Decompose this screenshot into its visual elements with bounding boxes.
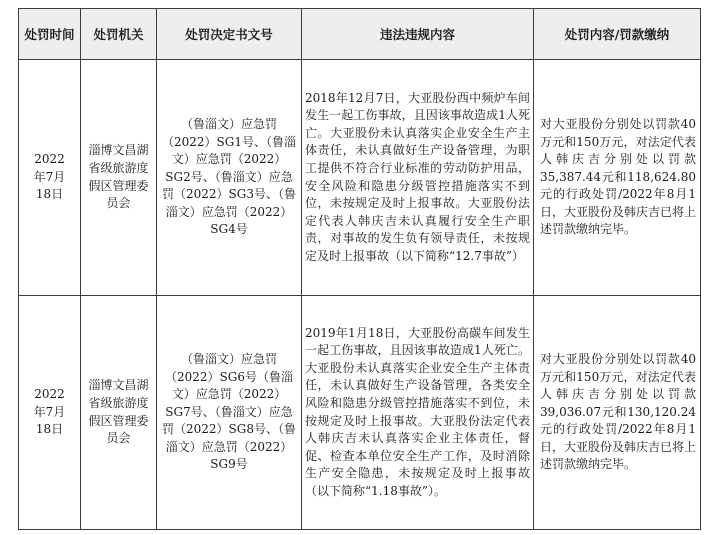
- cell-authority: 淄博文昌湖省级旅游度假区管理委员会: [81, 296, 157, 530]
- header-violation: 违法违规内容: [302, 9, 534, 60]
- cell-authority: 淄博文昌湖省级旅游度假区管理委员会: [81, 60, 157, 296]
- cell-time: 2022年7月18日: [19, 296, 81, 530]
- table-row: [19, 60, 701, 296]
- cell-time: 2022年7月18日: [19, 60, 81, 296]
- penalty-table: [18, 8, 701, 530]
- cell-doc-no: （鲁淄文）应急罚（2022）SG1号、（鲁淄文）应急罚（2022）SG2号、（鲁淄文）应急罚（2022）SG3号、（鲁淄文）应急罚（2022）SG4号: [157, 60, 302, 296]
- table-header-row: [19, 9, 701, 60]
- header-authority: 处罚机关: [81, 9, 157, 60]
- table-row: [19, 296, 701, 530]
- cell-penalty: 对大亚股份分别处以罚款40万元和150万元，对法定代表人韩庆吉分别处以罚款39,036.07元和130,120.24元的行政处罚/2022年8月1日，大亚股份及韩庆吉已将上述罚款缴纳完毕。: [534, 296, 701, 530]
- cell-violation: 2018年12月7日，大亚股份西中频炉车间发生一起工伤事故，且因该事故造成1人死亡。大亚股份未认真落实企业安全生产主体责任，未认真做好生产设备管理，为职工提供不符合行业标准的劳动防护用品，安全风险和隐患分级管控措施落实不到位，未按规定及时上报事故。大亚股份法定代表人韩庆吉未认真履行安全生产职责，对事故的发生负有领导责任，未按规定及时上报事故（以下简称“12.7事故”）: [302, 60, 534, 296]
- header-time: 处罚时间: [19, 9, 81, 60]
- cell-doc-no: （鲁淄文）应急罚（2022）SG6号（鲁淄文）应急罚（2022）SG7号、（鲁淄文）应急罚（2022）SG8号、（鲁淄文）应急罚（2022）SG9号: [157, 296, 302, 530]
- header-penalty: 处罚内容/罚款缴纳: [534, 9, 701, 60]
- cell-violation: 2019年1月18日，大亚股份高碳车间发生一起工伤事故，且因该事故造成1人死亡。大亚股份未认真落实企业安全生产主体责任，未认真做好生产设备管理，各类安全风险和隐患分级管控措施落实不到位，未按规定及时上报事故。大亚股份法定代表人韩庆吉未认真落实企业主体责任，督促、检查本单位安全生产工作，及时消除生产安全隐患，未按规定及时上报事故（以下简称“1.18事故”）。: [302, 296, 534, 530]
- cell-penalty: 对大亚股份分别处以罚款40万元和150万元，对法定代表人韩庆吉分别处以罚款35,387.44元和118,624.80元的行政处罚/2022年8月1日，大亚股份及韩庆吉已将上述罚款缴纳完毕。: [534, 60, 701, 296]
- header-doc-no: 处罚决定书文号: [157, 9, 302, 60]
